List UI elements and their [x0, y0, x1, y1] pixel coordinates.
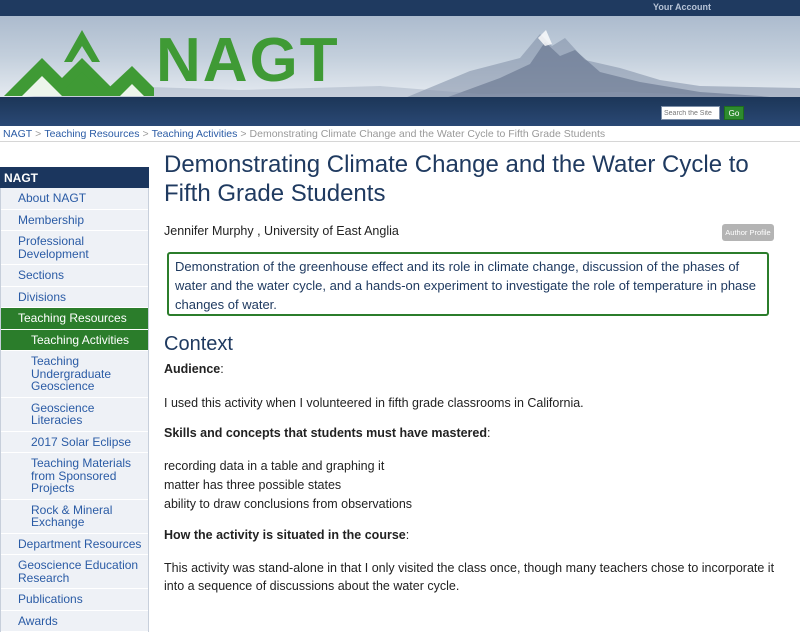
divider [0, 141, 800, 142]
sidebar-item-sections[interactable]: Sections [1, 265, 148, 287]
context-heading: Context [164, 333, 233, 356]
search-input[interactable] [661, 106, 720, 120]
breadcrumb-link-teaching-resources[interactable]: Teaching Resources [44, 128, 139, 140]
breadcrumb-separator: > [35, 128, 41, 140]
situated-label-text: How the activity is situated in the course [164, 528, 406, 542]
sidebar-item-professional-development[interactable]: Professional Development [1, 231, 148, 265]
skill-item: recording data in a table and graphing it [164, 457, 384, 475]
sidebar-item-geoscience-education-research[interactable]: Geoscience Education Research [1, 555, 148, 589]
breadcrumb-separator: > [240, 128, 246, 140]
sidebar-item-membership[interactable]: Membership [1, 210, 148, 232]
sidebar-list [0, 188, 149, 632]
sidebar-item-geoscience-literacies[interactable]: Geoscience Literacies [1, 398, 148, 432]
page-title: Demonstrating Climate Change and the Water Cycle to Fifth Grade Students [164, 150, 784, 208]
breadcrumb-separator: > [142, 128, 148, 140]
situated-label [164, 526, 409, 544]
sidebar-item-publications[interactable]: Publications [1, 589, 148, 611]
skills-label-text: Skills and concepts that students must have mastered [164, 426, 487, 440]
skill-item: ability to draw conclusions from observations [164, 495, 412, 513]
breadcrumb-current: Demonstrating Climate Change and the Water Cycle to Fifth Grade Students [250, 128, 606, 140]
summary-box: Demonstration of the greenhouse effect and its role in climate change, discussion of the phases of water and the water cycle, and a hands-on experiment to investigate the role of temperature in phase changes of water. [167, 252, 769, 316]
audience-label [164, 360, 224, 378]
skills-label [164, 424, 491, 442]
breadcrumb-link-teaching-activities[interactable]: Teaching Activities [152, 128, 238, 140]
sidebar-item-teaching-resources[interactable]: Teaching Resources [1, 308, 148, 330]
sidebar-item-rock-mineral-exchange[interactable]: Rock & Mineral Exchange [1, 500, 148, 534]
audience-text: I used this activity when I volunteered in fifth grade classrooms in California. [164, 394, 584, 412]
sidebar-nav [0, 167, 149, 632]
audience-label-text: Audience [164, 362, 220, 376]
author-line: Jennifer Murphy , University of East Anglia [164, 224, 399, 238]
sidebar-item-sponsored-projects[interactable]: Teaching Materials from Sponsored Projects [1, 453, 148, 500]
sidebar-item-teaching-undergraduate-geoscience[interactable]: Teaching Undergraduate Geoscience [1, 351, 148, 398]
sidebar-heading[interactable]: NAGT [0, 167, 149, 188]
sidebar-item-about-nagt[interactable]: About NAGT [1, 188, 148, 210]
sidebar-item-teaching-activities[interactable]: Teaching Activities [1, 330, 148, 352]
sidebar-item-divisions[interactable]: Divisions [1, 287, 148, 309]
sidebar-item-department-resources[interactable]: Department Resources [1, 534, 148, 556]
skill-item: matter has three possible states [164, 476, 341, 494]
author-profile-button[interactable]: Author Profile [722, 224, 774, 241]
mountain-logo-icon [4, 28, 154, 98]
colon: : [487, 426, 490, 440]
nagt-logo-text: NAGT [156, 30, 340, 92]
colon: : [220, 362, 223, 376]
your-account-link[interactable]: Your Account [653, 2, 711, 12]
sidebar-item-awards[interactable]: Awards [1, 611, 148, 632]
search-go-button[interactable]: Go [724, 106, 744, 120]
situated-text: This activity was stand-alone in that I only visited the class once, though many teachers chose to incorporate it into a sequence of discussions about the water cycle. [164, 559, 779, 595]
colon: : [406, 528, 409, 542]
sidebar-item-solar-eclipse[interactable]: 2017 Solar Eclipse [1, 432, 148, 454]
breadcrumb-link-nagt[interactable]: NAGT [3, 128, 32, 140]
breadcrumb [3, 128, 605, 140]
